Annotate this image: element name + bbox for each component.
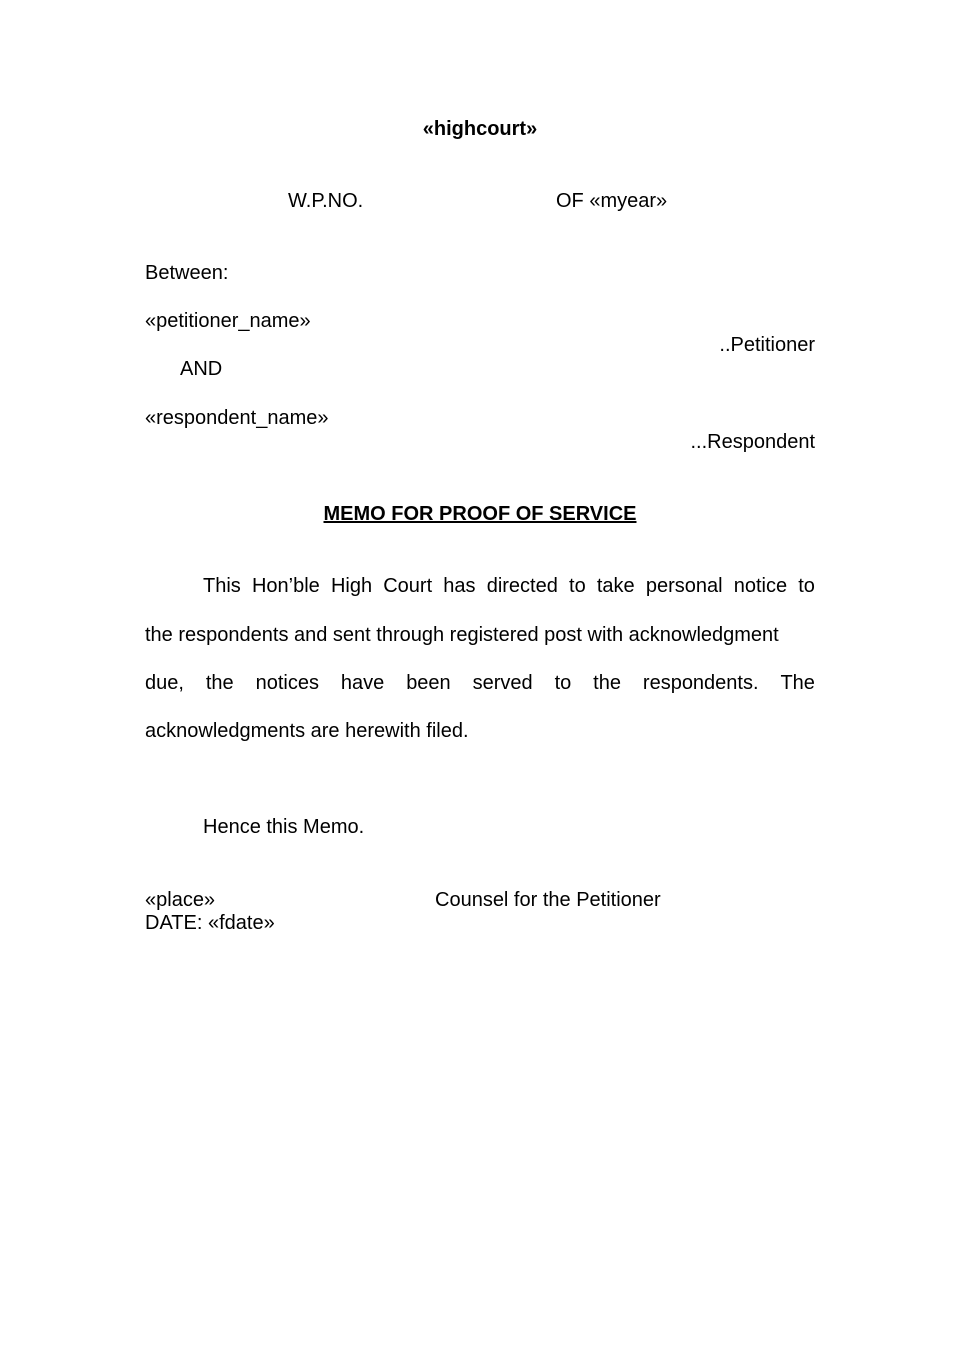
memo-body-word: take bbox=[596, 575, 635, 597]
memo-body-word: Hon’ble bbox=[251, 575, 320, 597]
memo-body-word: due, bbox=[145, 672, 184, 694]
case-number-label: W.P.NO. bbox=[288, 190, 364, 212]
petitioner-name: «petitioner_name» bbox=[145, 310, 311, 332]
court-name: «highcourt» bbox=[422, 118, 538, 140]
respondent-name: «respondent_name» bbox=[145, 407, 329, 429]
memo-body-word: to bbox=[554, 672, 572, 694]
memo-body-word: the bbox=[205, 672, 234, 694]
memo-body-word: This bbox=[203, 575, 241, 597]
between-label: Between: bbox=[145, 262, 229, 284]
memo-body-word: High bbox=[330, 575, 373, 597]
memo-body-word: Court bbox=[383, 575, 433, 597]
memo-body-word: notice bbox=[733, 575, 788, 597]
date-field: DATE: «fdate» bbox=[145, 912, 275, 934]
memo-body-word: acknowledgments are herewith filed. bbox=[145, 720, 469, 742]
counsel-signature-label: Counsel for the Petitioner bbox=[435, 889, 661, 911]
memo-body-word: served bbox=[472, 672, 533, 694]
memo-closing: Hence this Memo. bbox=[203, 816, 365, 838]
memo-body-line-2 bbox=[145, 623, 815, 647]
memo-body-word: respondents. bbox=[642, 672, 759, 694]
memo-body-word: to bbox=[569, 575, 586, 597]
memo-body-word: been bbox=[406, 672, 451, 694]
memo-body-word: directed bbox=[486, 575, 558, 597]
memo-body-word: notices bbox=[255, 672, 319, 694]
memo-body-word: have bbox=[340, 672, 385, 694]
memo-body-line-4 bbox=[145, 719, 815, 743]
memo-body-word: to bbox=[798, 575, 815, 597]
place-field: «place» bbox=[145, 889, 216, 911]
memo-title: MEMO FOR PROOF OF SERVICE bbox=[323, 503, 637, 525]
petitioner-role: ..Petitioner bbox=[719, 334, 815, 356]
memo-body-line-1 bbox=[203, 574, 815, 598]
case-year: OF «myear» bbox=[556, 190, 668, 212]
memo-body-word: the bbox=[593, 672, 621, 694]
memo-body-line-3 bbox=[145, 671, 815, 695]
memo-body-word: personal bbox=[645, 575, 723, 597]
and-label: AND bbox=[180, 358, 223, 380]
memo-body-word: The bbox=[780, 672, 815, 694]
memo-body-word: the respondents and sent through registered post with acknowledgment bbox=[145, 624, 779, 646]
respondent-role: ...Respondent bbox=[690, 431, 815, 453]
memo-body-word: has bbox=[443, 575, 476, 597]
